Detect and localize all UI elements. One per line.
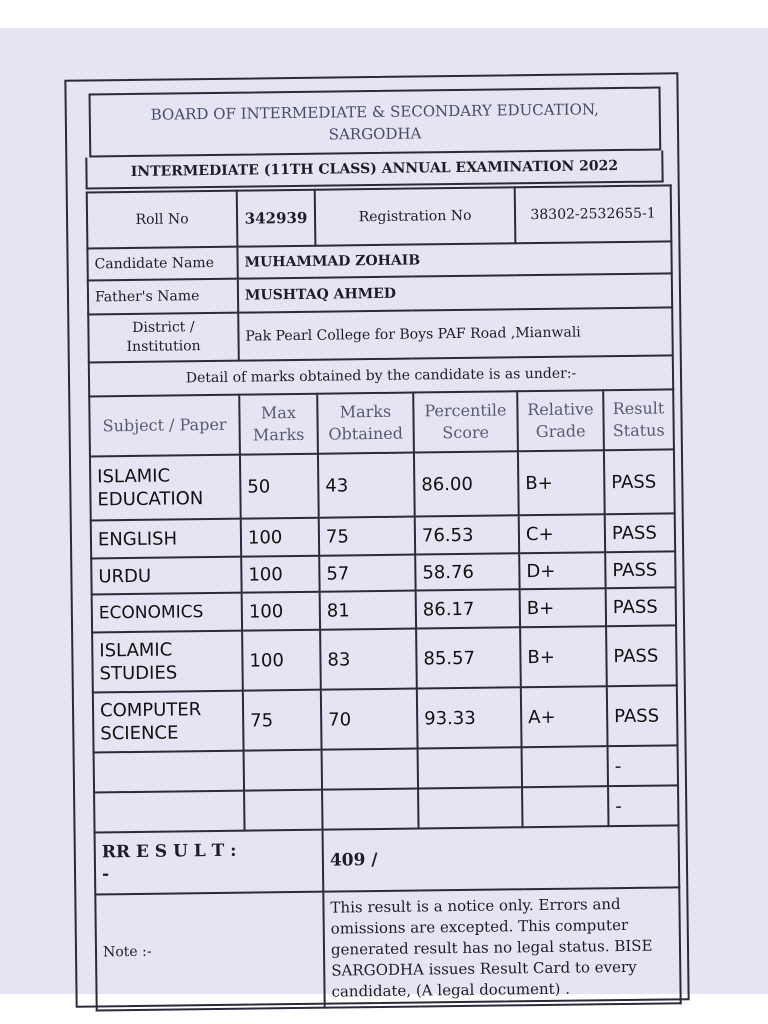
table-row — [90, 449, 675, 520]
obtained-marks-cell: 81 — [320, 591, 416, 630]
institution-row — [88, 307, 673, 362]
table-row — [92, 625, 677, 692]
max-marks-cell: 100 — [241, 518, 319, 557]
column-header-row — [89, 389, 674, 456]
max-marks-cell: 50 — [240, 454, 319, 519]
marks-table — [86, 184, 682, 1011]
max-marks-cell: 100 — [242, 630, 321, 691]
status-cell: - — [608, 745, 678, 786]
obtained-marks-cell: 57 — [319, 555, 415, 592]
roll-label: Roll No — [87, 191, 238, 249]
column-header: Percentile Score — [413, 391, 518, 452]
note-text: This result is a notice only. Errors and omissions are excepted. This computer generated result has no legal status. BISE SARGODHA issues Result Card to every candidate, (A legal document) . — [323, 887, 680, 1007]
status-cell: PASS — [607, 685, 678, 746]
note-row — [95, 887, 680, 1010]
grade-cell — [522, 746, 608, 787]
result-row — [95, 825, 680, 894]
grade-cell: B+ — [520, 588, 606, 627]
subject-cell: ISLAMIC STUDIES — [92, 631, 243, 693]
subject-cell: ISLAMIC EDUCATION — [90, 455, 241, 521]
paper-background — [0, 28, 768, 1001]
grade-cell: B+ — [520, 626, 607, 687]
result-total: 409 / — [323, 825, 680, 891]
subject-cell — [94, 791, 244, 833]
table-row — [94, 785, 678, 832]
note-label: Note :- — [95, 892, 324, 1011]
roll-row — [87, 185, 672, 248]
registration-number: 38302-2532655-1 — [515, 185, 672, 243]
subject-cell: ECONOMICS — [92, 593, 242, 633]
percentile-cell: 76.53 — [415, 515, 519, 554]
grade-cell: A+ — [521, 686, 608, 747]
max-marks-cell: 100 — [241, 556, 319, 593]
status-cell: PASS — [605, 513, 675, 552]
max-marks-cell — [244, 790, 322, 831]
status-cell: - — [608, 785, 678, 826]
grade-cell — [522, 786, 608, 827]
candidate-name-label: Candidate Name — [87, 247, 237, 281]
status-cell: PASS — [605, 551, 675, 588]
max-marks-cell: 100 — [242, 592, 320, 631]
result-card — [64, 72, 689, 1007]
column-header: Result Status — [603, 389, 674, 450]
percentile-cell: 85.57 — [416, 627, 521, 688]
board-city: SARGODHA — [328, 124, 422, 144]
subject-cell — [94, 751, 244, 793]
subject-cell: URDU — [91, 557, 241, 595]
percentile-cell: 86.00 — [414, 451, 519, 516]
max-marks-cell — [244, 750, 322, 791]
result-label: RR E S U L T : — [101, 840, 237, 863]
percentile-cell: 93.33 — [417, 687, 522, 748]
status-cell: PASS — [606, 587, 676, 626]
district-label: District / Institution — [88, 313, 239, 363]
grade-cell: C+ — [519, 514, 605, 553]
percentile-cell — [418, 747, 522, 788]
result-label-cell — [95, 830, 324, 895]
grade-cell: B+ — [518, 450, 605, 515]
candidate-name: MUHAMMAD ZOHAIB — [237, 241, 671, 278]
institution-name: Pak Pearl College for Boys PAF Road ,Mianwali — [238, 307, 673, 360]
max-marks-cell: 75 — [243, 690, 322, 751]
column-header: Marks Obtained — [317, 393, 414, 454]
result-label-dash: - — [101, 864, 110, 885]
father-name: MUSHTAQ AHMED — [238, 273, 672, 312]
column-header: Relative Grade — [517, 390, 604, 451]
board-header — [89, 87, 662, 158]
percentile-cell — [418, 787, 522, 828]
obtained-marks-cell: 70 — [321, 689, 418, 750]
obtained-marks-cell — [322, 789, 418, 830]
obtained-marks-cell: 43 — [318, 453, 415, 518]
table-row — [93, 685, 678, 752]
marks-caption: Detail of marks obtained by the candidate is as under:- — [89, 355, 673, 396]
subject-cell: COMPUTER SCIENCE — [93, 691, 244, 753]
obtained-marks-cell: 83 — [320, 629, 417, 690]
board-name: BOARD OF INTERMEDIATE & SECONDARY EDUCATION, — [150, 100, 599, 124]
registration-label: Registration No — [315, 187, 516, 245]
grade-cell: D+ — [519, 552, 605, 589]
roll-number: 342939 — [237, 190, 316, 247]
status-cell: PASS — [606, 625, 677, 686]
percentile-cell: 58.76 — [415, 553, 519, 590]
column-header: Max Marks — [239, 394, 318, 455]
obtained-marks-cell — [322, 749, 418, 790]
obtained-marks-cell: 75 — [319, 517, 415, 556]
percentile-cell: 86.17 — [416, 589, 520, 628]
exam-title: INTERMEDIATE (11TH CLASS) ANNUAL EXAMINATION 2022 — [85, 150, 663, 189]
father-name-label: Father's Name — [88, 279, 238, 315]
column-header: Subject / Paper — [89, 395, 240, 457]
subject-cell: ENGLISH — [91, 519, 241, 559]
table-row — [94, 745, 678, 792]
status-cell: PASS — [604, 449, 675, 514]
